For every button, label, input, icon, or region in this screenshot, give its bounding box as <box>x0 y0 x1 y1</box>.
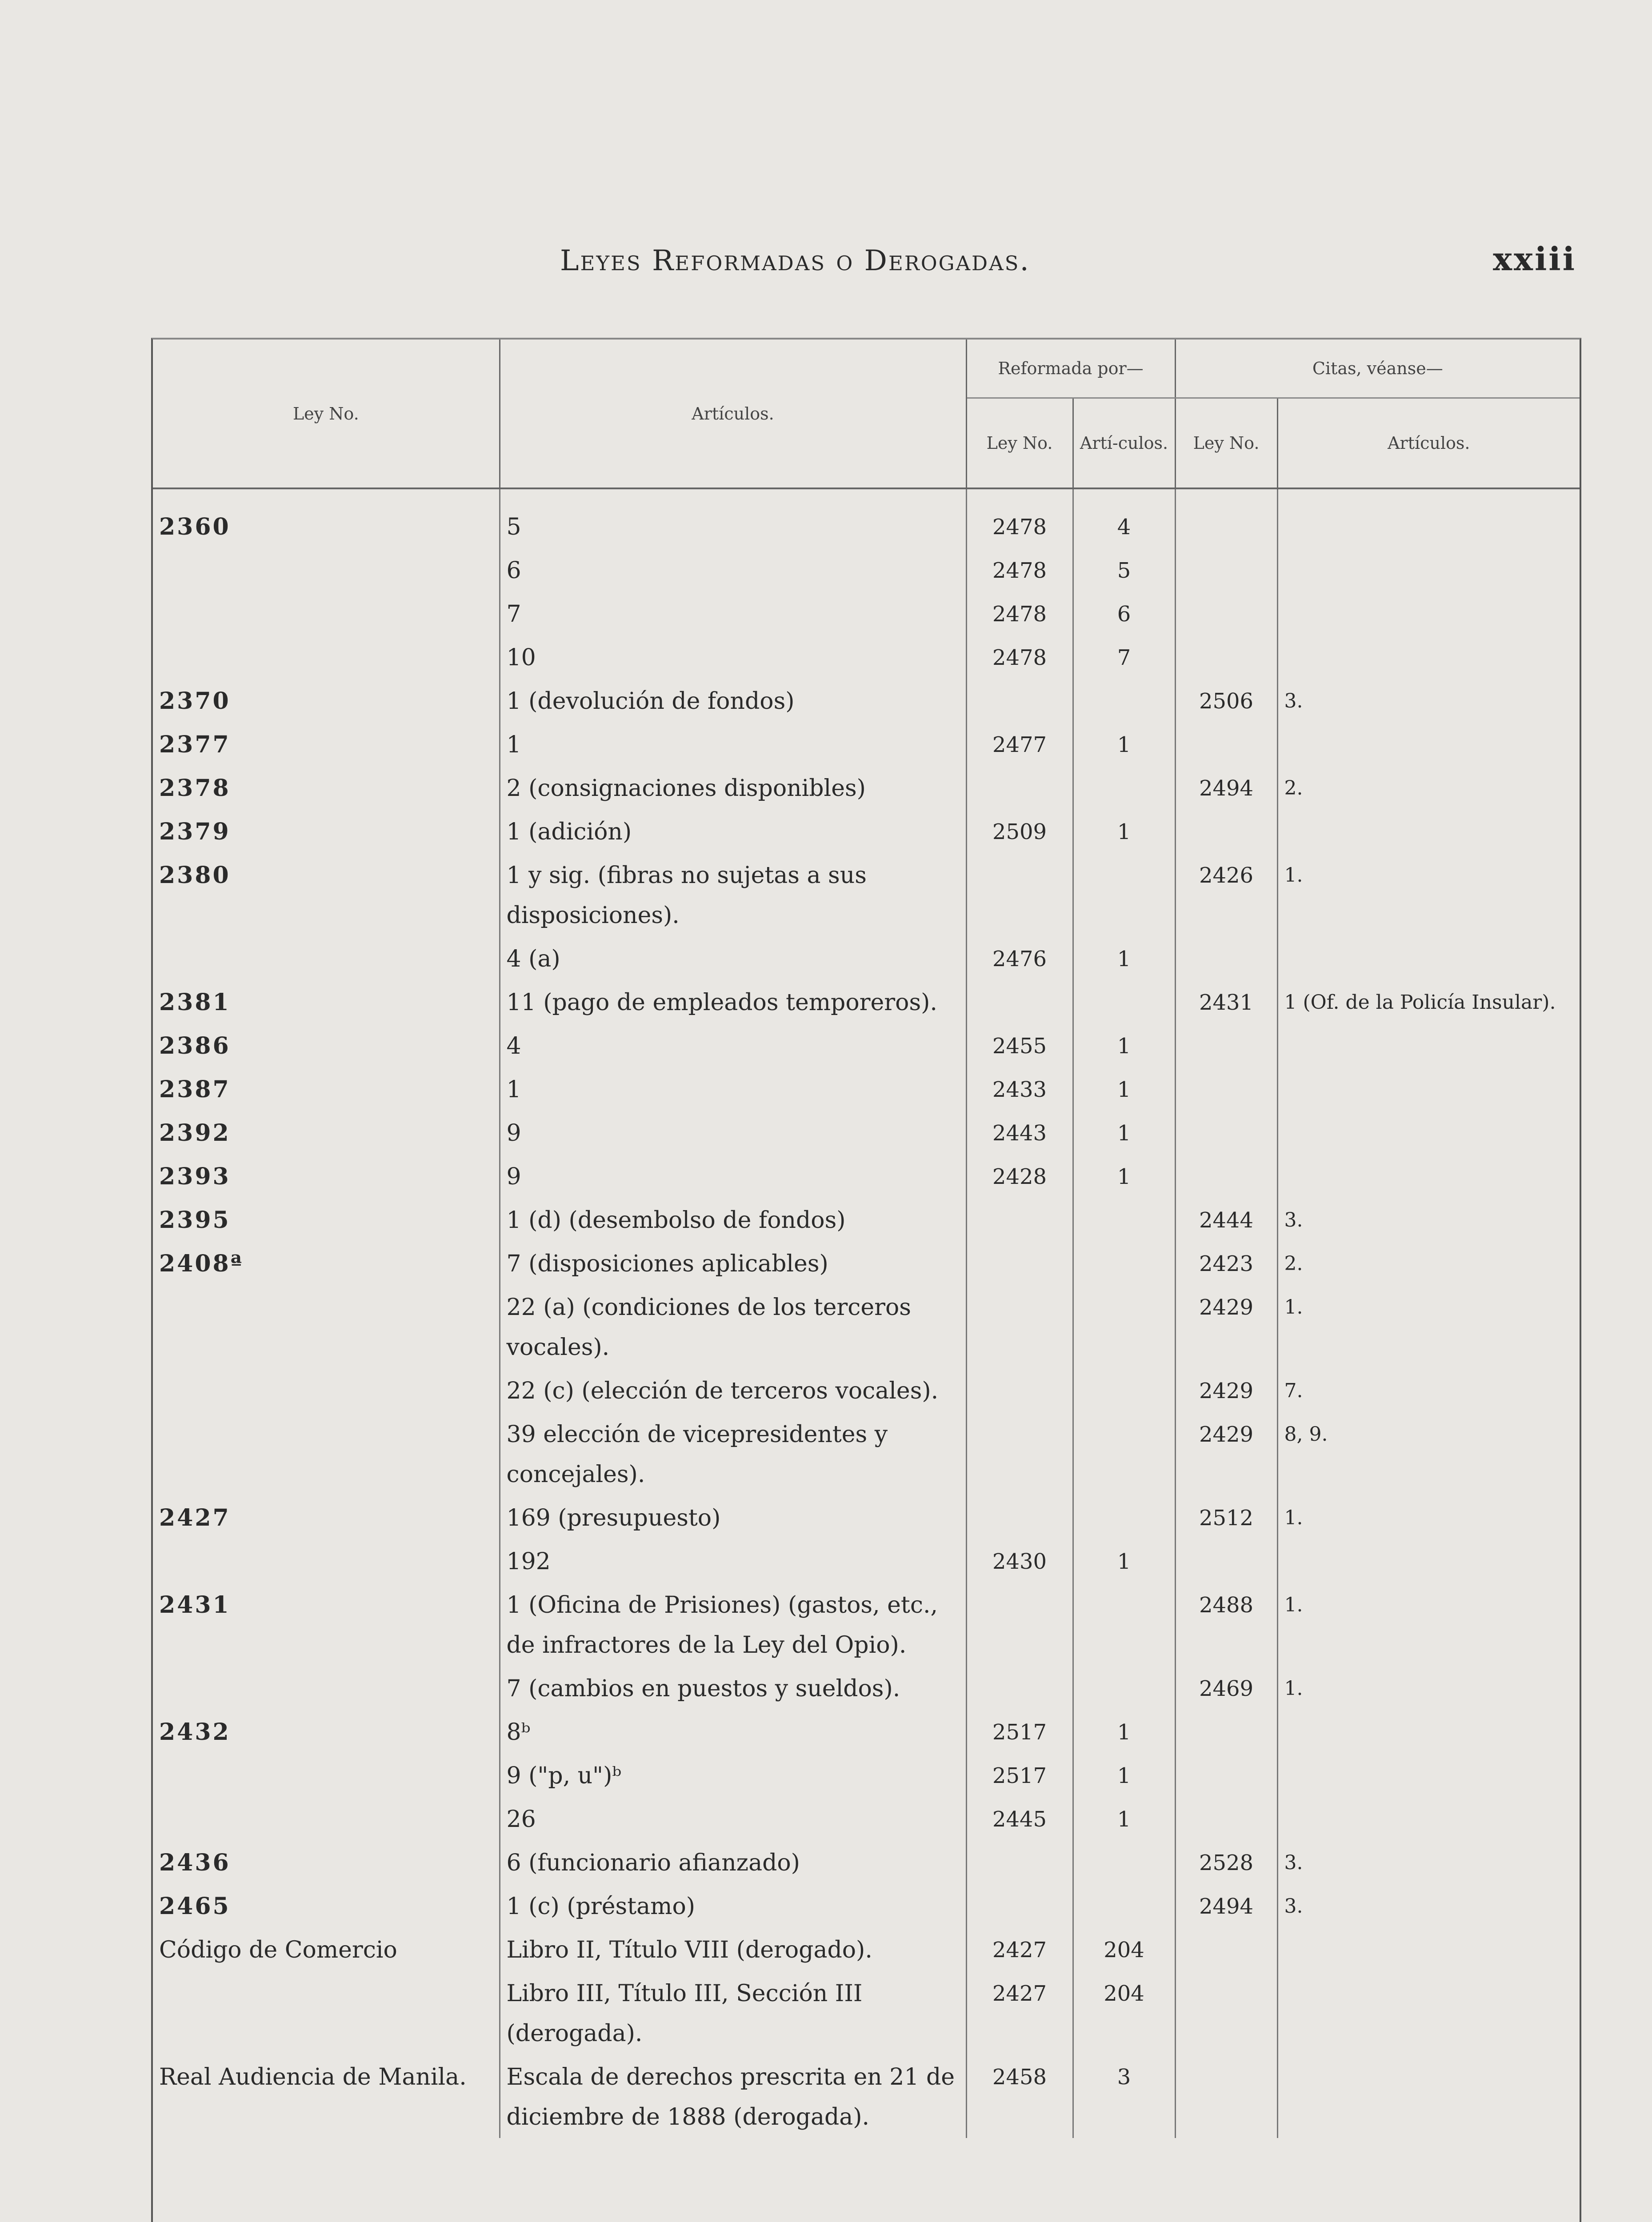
cit-articulos-cell: 3. <box>1284 1895 1303 1918</box>
cit-ley-cell <box>1175 591 1277 635</box>
articulos-cell: 1 <box>500 1067 966 1111</box>
ref-articulos-cell <box>1073 1495 1175 1539</box>
header-ref-articulos: Artí-culos. <box>1073 398 1175 489</box>
table-row <box>153 1583 1580 1666</box>
ref-articulos-cell: 1 <box>1073 1797 1175 1840</box>
ley-cell: 2377 <box>153 722 500 766</box>
cit-articulos-cell: 1. <box>1284 1594 1303 1616</box>
table-row <box>153 1285 1580 1368</box>
table-row <box>153 936 1580 980</box>
ley-cell: 2360 <box>153 488 500 548</box>
ref-articulos-cell: 1 <box>1073 1710 1175 1753</box>
cit-ley-cell: 2494 <box>1175 1884 1277 1927</box>
cit-ley-cell <box>1175 548 1277 591</box>
cit-articulos-cell: 1. <box>1284 1296 1303 1319</box>
table-body <box>153 488 1580 2138</box>
articulos-cell: 1 (Oficina de Prisiones) (gastos, etc., de infractores de la Ley del Opio). <box>500 1583 966 1666</box>
ref-ley-cell <box>966 679 1073 722</box>
ref-articulos-cell <box>1073 1241 1175 1285</box>
cit-articulos-cell <box>1277 488 1580 548</box>
ley-cell <box>153 936 500 980</box>
cit-ley-cell: 2488 <box>1175 1583 1277 1666</box>
articulos-cell: 22 (a) (condiciones de los terceros vocales). <box>500 1285 966 1368</box>
cit-ley-cell: 2494 <box>1175 766 1277 809</box>
articulos-cell: 7 (cambios en puestos y sueldos). <box>500 1666 966 1710</box>
cit-ley-cell <box>1175 1539 1277 1583</box>
ref-ley-cell: 2476 <box>966 936 1073 980</box>
cit-ley-cell <box>1175 2054 1277 2138</box>
ley-cell: 2379 <box>153 809 500 853</box>
cit-ley-cell: 2423 <box>1175 1241 1277 1285</box>
table-row <box>153 1666 1580 1710</box>
ref-ley-cell: 2430 <box>966 1539 1073 1583</box>
ref-articulos-cell <box>1073 1412 1175 1495</box>
cit-articulos-cell: 1 (Of. de la Policía Insular). <box>1284 991 1556 1014</box>
ref-articulos-cell: 204 <box>1073 1971 1175 2054</box>
ref-ley-cell: 2428 <box>966 1154 1073 1198</box>
ref-articulos-cell: 4 <box>1073 488 1175 548</box>
cit-articulos-cell <box>1277 1710 1580 1753</box>
table-row <box>153 1927 1580 1971</box>
table-row <box>153 1241 1580 1285</box>
table-row <box>153 548 1580 591</box>
ley-cell <box>153 591 500 635</box>
cit-articulos-cell: 1. <box>1284 1507 1303 1529</box>
ref-ley-cell: 2433 <box>966 1067 1073 1111</box>
cit-ley-cell: 2512 <box>1175 1495 1277 1539</box>
table-row <box>153 1023 1580 1067</box>
articulos-cell: 1 (adición) <box>500 809 966 853</box>
ley-cell <box>153 548 500 591</box>
cit-ley-cell: 2528 <box>1175 1840 1277 1884</box>
cit-articulos-cell: 3. <box>1284 690 1303 712</box>
ref-ley-cell: 2443 <box>966 1111 1073 1154</box>
ref-ley-cell <box>966 1840 1073 1884</box>
ref-articulos-cell: 5 <box>1073 548 1175 591</box>
page-number: xxiii <box>1493 240 1576 278</box>
ref-articulos-cell <box>1073 1198 1175 1241</box>
ref-articulos-cell: 7 <box>1073 635 1175 679</box>
cit-articulos-cell <box>1277 1023 1580 1067</box>
ref-articulos-cell: 1 <box>1073 722 1175 766</box>
cit-articulos-cell <box>1277 1539 1580 1583</box>
header-cit-articulos: Artículos. <box>1277 398 1580 489</box>
cit-ley-cell <box>1175 1111 1277 1154</box>
table-row <box>153 1412 1580 1495</box>
ref-ley-cell: 2427 <box>966 1927 1073 1971</box>
cit-articulos-cell <box>1277 635 1580 679</box>
ref-articulos-cell: 1 <box>1073 1111 1175 1154</box>
ley-cell: 2436 <box>153 1840 500 1884</box>
cit-articulos-cell <box>1277 1154 1580 1198</box>
cit-articulos-cell <box>1277 1971 1580 2054</box>
cit-articulos-cell: 3. <box>1284 1209 1303 1231</box>
cit-ley-cell <box>1175 1710 1277 1753</box>
ref-ley-cell <box>966 1412 1073 1495</box>
cit-ley-cell: 2444 <box>1175 1198 1277 1241</box>
ref-articulos-cell: 1 <box>1073 1753 1175 1797</box>
table-row <box>153 591 1580 635</box>
ley-cell: 2381 <box>153 980 500 1023</box>
articulos-cell: 1 y sig. (fibras no sujetas a sus disposiciones). <box>500 853 966 936</box>
cit-ley-cell: 2429 <box>1175 1412 1277 1495</box>
cit-articulos-cell <box>1277 936 1580 980</box>
ley-cell <box>153 1797 500 1840</box>
header-cit-ley: Ley No. <box>1175 398 1277 489</box>
ley-cell: 2392 <box>153 1111 500 1154</box>
ley-cell: 2380 <box>153 853 500 936</box>
articulos-cell: 9 ("p, u")ᵇ <box>500 1753 966 1797</box>
cit-articulos-cell <box>1277 1067 1580 1111</box>
table-row <box>153 1971 1580 2054</box>
ref-ley-cell <box>966 1495 1073 1539</box>
ref-articulos-cell: 1 <box>1073 809 1175 853</box>
header-citas: Citas, véanse— <box>1175 340 1580 398</box>
ley-cell: Código de Comercio <box>153 1927 500 1971</box>
ley-cell <box>153 635 500 679</box>
ley-cell <box>153 1753 500 1797</box>
articulos-cell: Libro II, Título VIII (derogado). <box>500 1927 966 1971</box>
cit-articulos-cell <box>1277 1927 1580 1971</box>
header-ref-ley: Ley No. <box>966 398 1073 489</box>
table-row <box>153 1797 1580 1840</box>
articulos-cell: 4 (a) <box>500 936 966 980</box>
ref-articulos-cell <box>1073 1840 1175 1884</box>
ref-articulos-cell <box>1073 1285 1175 1368</box>
articulos-cell: 192 <box>500 1539 966 1583</box>
articulos-cell: 22 (c) (elección de terceros vocales). <box>500 1368 966 1412</box>
table-row <box>153 1495 1580 1539</box>
cit-articulos-cell: 3. <box>1284 1851 1303 1874</box>
ref-ley-cell <box>966 853 1073 936</box>
ley-cell <box>153 1368 500 1412</box>
articulos-cell: 4 <box>500 1023 966 1067</box>
table-row <box>153 809 1580 853</box>
articulos-cell: Escala de derechos prescrita en 21 de diciembre de 1888 (derogada). <box>500 2054 966 2138</box>
cit-articulos-cell <box>1277 1797 1580 1840</box>
articulos-cell: 1 (c) (préstamo) <box>500 1884 966 1927</box>
articulos-cell: 169 (presupuesto) <box>500 1495 966 1539</box>
table-row <box>153 1198 1580 1241</box>
ref-articulos-cell: 204 <box>1073 1927 1175 1971</box>
laws-table <box>153 340 1580 2138</box>
ref-articulos-cell <box>1073 1368 1175 1412</box>
ley-cell: 2393 <box>153 1154 500 1198</box>
running-title: Leyes Reformadas o Derogadas. <box>560 244 1030 277</box>
cit-ley-cell: 2426 <box>1175 853 1277 936</box>
table-row <box>153 1753 1580 1797</box>
cit-articulos-cell <box>1277 591 1580 635</box>
table-row <box>153 1368 1580 1412</box>
ref-ley-cell <box>966 1368 1073 1412</box>
cit-ley-cell: 2431 <box>1175 980 1277 1023</box>
ref-ley-cell: 2455 <box>966 1023 1073 1067</box>
cit-ley-cell <box>1175 722 1277 766</box>
ley-cell: Real Audiencia de Manila. <box>153 2054 500 2138</box>
table-row <box>153 1067 1580 1111</box>
ref-articulos-cell: 1 <box>1073 1067 1175 1111</box>
cit-articulos-cell <box>1277 722 1580 766</box>
ref-ley-cell: 2477 <box>966 722 1073 766</box>
articulos-cell: 5 <box>500 488 966 548</box>
ref-articulos-cell <box>1073 766 1175 809</box>
table-row <box>153 2054 1580 2138</box>
ref-articulos-cell: 1 <box>1073 936 1175 980</box>
header-articulos: Artículos. <box>500 340 966 488</box>
table-row <box>153 980 1580 1023</box>
ref-ley-cell <box>966 1285 1073 1368</box>
table-row <box>153 1539 1580 1583</box>
cit-articulos-cell <box>1277 2054 1580 2138</box>
cit-articulos-cell: 1. <box>1284 864 1303 887</box>
table-row <box>153 853 1580 936</box>
table-row <box>153 679 1580 722</box>
cit-ley-cell: 2429 <box>1175 1285 1277 1368</box>
ref-ley-cell: 2478 <box>966 591 1073 635</box>
cit-ley-cell <box>1175 1971 1277 2054</box>
header-reformada-por: Reformada por— <box>966 340 1175 398</box>
cit-ley-cell <box>1175 809 1277 853</box>
ley-cell: 2387 <box>153 1067 500 1111</box>
cit-articulos-cell <box>1277 1111 1580 1154</box>
articulos-cell: 26 <box>500 1797 966 1840</box>
articulos-cell: 10 <box>500 635 966 679</box>
ref-ley-cell: 2478 <box>966 488 1073 548</box>
table-row <box>153 1884 1580 1927</box>
cit-ley-cell <box>1175 635 1277 679</box>
ref-ley-cell: 2517 <box>966 1710 1073 1753</box>
ref-articulos-cell <box>1073 1884 1175 1927</box>
table-row <box>153 635 1580 679</box>
cit-articulos-cell <box>1277 548 1580 591</box>
page-header <box>0 236 1652 289</box>
cit-ley-cell <box>1175 1753 1277 1797</box>
table-row <box>153 1710 1580 1753</box>
cit-articulos-cell <box>1277 809 1580 853</box>
cit-articulos-cell: 2. <box>1284 777 1303 799</box>
ley-cell: 2427 <box>153 1495 500 1539</box>
ref-ley-cell <box>966 1666 1073 1710</box>
cit-articulos-cell: 7. <box>1284 1379 1303 1402</box>
table-row <box>153 1840 1580 1884</box>
ley-cell: 2370 <box>153 679 500 722</box>
articulos-cell: 6 (funcionario afianzado) <box>500 1840 966 1884</box>
articulos-cell: 1 (devolución de fondos) <box>500 679 966 722</box>
ref-articulos-cell: 1 <box>1073 1539 1175 1583</box>
articulos-cell: 7 <box>500 591 966 635</box>
articulos-cell: 1 <box>500 722 966 766</box>
cit-ley-cell <box>1175 1927 1277 1971</box>
articulos-cell: 1 (d) (desembolso de fondos) <box>500 1198 966 1241</box>
cit-ley-cell: 2469 <box>1175 1666 1277 1710</box>
ley-cell <box>153 1412 500 1495</box>
ley-cell <box>153 1539 500 1583</box>
table-row <box>153 766 1580 809</box>
cit-articulos-cell: 1. <box>1284 1677 1303 1700</box>
articulos-cell: 11 (pago de empleados temporeros). <box>500 980 966 1023</box>
ref-ley-cell <box>966 1583 1073 1666</box>
ref-ley-cell: 2445 <box>966 1797 1073 1840</box>
laws-table-frame <box>151 338 1581 2222</box>
ref-ley-cell <box>966 1884 1073 1927</box>
table-row <box>153 1111 1580 1154</box>
ref-articulos-cell: 1 <box>1073 1023 1175 1067</box>
articulos-cell: 9 <box>500 1154 966 1198</box>
cit-ley-cell <box>1175 1154 1277 1198</box>
cit-ley-cell <box>1175 936 1277 980</box>
ref-ley-cell <box>966 1241 1073 1285</box>
table-row <box>153 1154 1580 1198</box>
articulos-cell: 6 <box>500 548 966 591</box>
ley-cell: 2408ª <box>153 1241 500 1285</box>
articulos-cell: 8ᵇ <box>500 1710 966 1753</box>
articulos-cell: 39 elección de vicepresidentes y concejales). <box>500 1412 966 1495</box>
cit-ley-cell <box>1175 488 1277 548</box>
ref-articulos-cell <box>1073 1666 1175 1710</box>
ref-ley-cell: 2478 <box>966 635 1073 679</box>
table-row <box>153 488 1580 548</box>
ley-cell <box>153 1285 500 1368</box>
ley-cell: 2432 <box>153 1710 500 1753</box>
ref-ley-cell: 2478 <box>966 548 1073 591</box>
cit-ley-cell <box>1175 1067 1277 1111</box>
header-ley: Ley No. <box>153 340 500 488</box>
articulos-cell: Libro III, Título III, Sección III (derogada). <box>500 1971 966 2054</box>
ley-cell: 2431 <box>153 1583 500 1666</box>
cit-ley-cell <box>1175 1797 1277 1840</box>
ref-ley-cell: 2517 <box>966 1753 1073 1797</box>
ref-articulos-cell: 1 <box>1073 1154 1175 1198</box>
articulos-cell: 9 <box>500 1111 966 1154</box>
table-row <box>153 722 1580 766</box>
cit-articulos-cell: 2. <box>1284 1252 1303 1275</box>
ley-cell: 2395 <box>153 1198 500 1241</box>
cit-articulos-cell <box>1277 1753 1580 1797</box>
ref-ley-cell: 2427 <box>966 1971 1073 2054</box>
ley-cell <box>153 1971 500 2054</box>
ref-articulos-cell: 6 <box>1073 591 1175 635</box>
cit-ley-cell: 2506 <box>1175 679 1277 722</box>
ley-cell: 2465 <box>153 1884 500 1927</box>
ref-ley-cell <box>966 1198 1073 1241</box>
ley-cell <box>153 1666 500 1710</box>
ref-articulos-cell <box>1073 679 1175 722</box>
articulos-cell: 7 (disposiciones aplicables) <box>500 1241 966 1285</box>
ley-cell: 2378 <box>153 766 500 809</box>
ref-ley-cell <box>966 766 1073 809</box>
ref-ley-cell: 2458 <box>966 2054 1073 2138</box>
ley-cell: 2386 <box>153 1023 500 1067</box>
ref-articulos-cell <box>1073 980 1175 1023</box>
ref-ley-cell: 2509 <box>966 809 1073 853</box>
ref-articulos-cell: 3 <box>1073 2054 1175 2138</box>
cit-ley-cell <box>1175 1023 1277 1067</box>
cit-ley-cell: 2429 <box>1175 1368 1277 1412</box>
ref-articulos-cell <box>1073 853 1175 936</box>
ref-articulos-cell <box>1073 1583 1175 1666</box>
ref-ley-cell <box>966 980 1073 1023</box>
cit-articulos-cell: 8, 9. <box>1284 1423 1328 1446</box>
articulos-cell: 2 (consignaciones disponibles) <box>500 766 966 809</box>
